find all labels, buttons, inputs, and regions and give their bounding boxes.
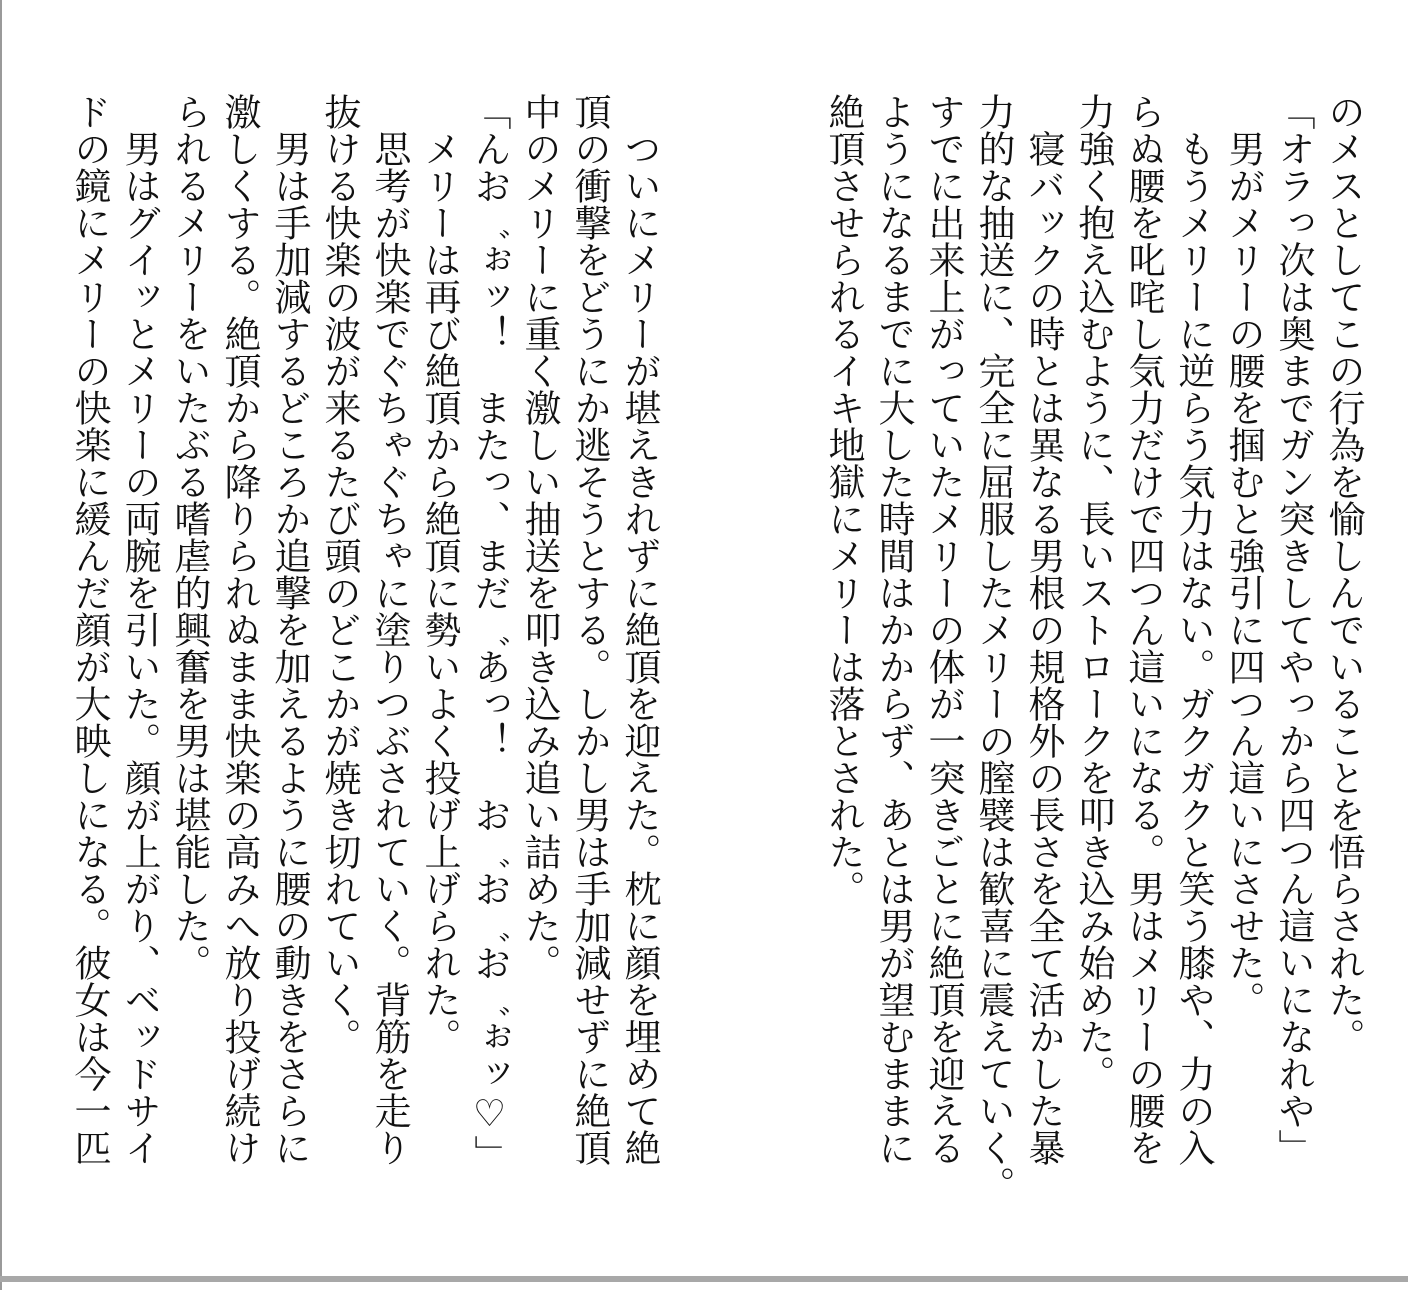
text-line: 力的な抽送に、完全に屈服したメリーの膣襞は歓喜に震えていく。 <box>972 93 1015 1203</box>
text-line: 抜ける快楽の波が来るたび頭のどこかが焼き切れていく。 <box>318 93 361 1055</box>
text-line: 中のメリーに重く激しい抽送を叩き込み追い詰めた。 <box>518 93 561 981</box>
text-line: られるメリーをいたぶる嗜虐的興奮を男は堪能した。 <box>168 93 211 981</box>
text-line: すでに出来上がっていたメリーの体が一突きごとに絶頂を迎える <box>922 93 965 1166</box>
left-page-text <box>58 93 664 1213</box>
right-page-text <box>812 93 1368 1213</box>
text-line: ようになるまでに大した時間はかからず、あとは男が望むままに <box>872 93 915 1166</box>
text-line: 男は手加減するどころか追撃を加えるように腰の動きをさらに <box>268 93 311 1166</box>
text-line: 激しくする。絶頂から降りられぬまま快楽の高みへ放り投げ続け <box>218 93 261 1166</box>
text-line: ドの鏡にメリーの快楽に緩んだ顔が大映しになる。彼女は今一匹 <box>68 93 111 1166</box>
text-line: メリーは再び絶頂から絶頂に勢いよく投げ上げられた。 <box>418 93 461 1055</box>
text-line: 頂の衝撃をどうにか逃そうとする。しかし男は手加減せずに絶頂 <box>568 93 611 1166</box>
text-line: もうメリーに逆らう気力はない。ガクガクと笑う膝や、力の入 <box>1172 93 1215 1166</box>
page-left-edge <box>0 0 2 1290</box>
text-line: 「オラっ次は奥までガン突きしてやっから四つん這いになれや」 <box>1272 93 1315 1166</box>
text-line: 男がメリーの腰を掴むと強引に四つん這いにさせた。 <box>1222 93 1265 1018</box>
text-line: 男はグイッとメリーの両腕を引いた。顔が上がり、ベッドサイ <box>118 93 161 1166</box>
text-line: 「んお゛ぉッ！ またっ、まだ゛あっ！ お゛お゛お゛ぉッ♡」 <box>468 93 511 1172</box>
text-line: 寝バックの時とは異なる男根の規格外の長さを全て活かした暴 <box>1022 93 1065 1166</box>
text-line: 絶頂させられるイキ地獄にメリーは落とされた。 <box>822 93 865 907</box>
text-line: のメスとしてこの行為を愉しんでいることを悟らされた。 <box>1322 93 1365 1055</box>
text-line: らぬ腰を叱咤し気力だけで四つん這いになる。男はメリーの腰を <box>1122 93 1165 1166</box>
page-bottom-edge <box>0 1276 1408 1282</box>
text-line: 思考が快楽でぐちゃぐちゃに塗りつぶされていく。背筋を走り <box>368 93 411 1166</box>
text-line: 力強く抱え込むように、長いストロークを叩き込み始めた。 <box>1072 93 1115 1092</box>
text-line: ついにメリーが堪えきれずに絶頂を迎えた。枕に顔を埋めて絶 <box>618 93 661 1166</box>
